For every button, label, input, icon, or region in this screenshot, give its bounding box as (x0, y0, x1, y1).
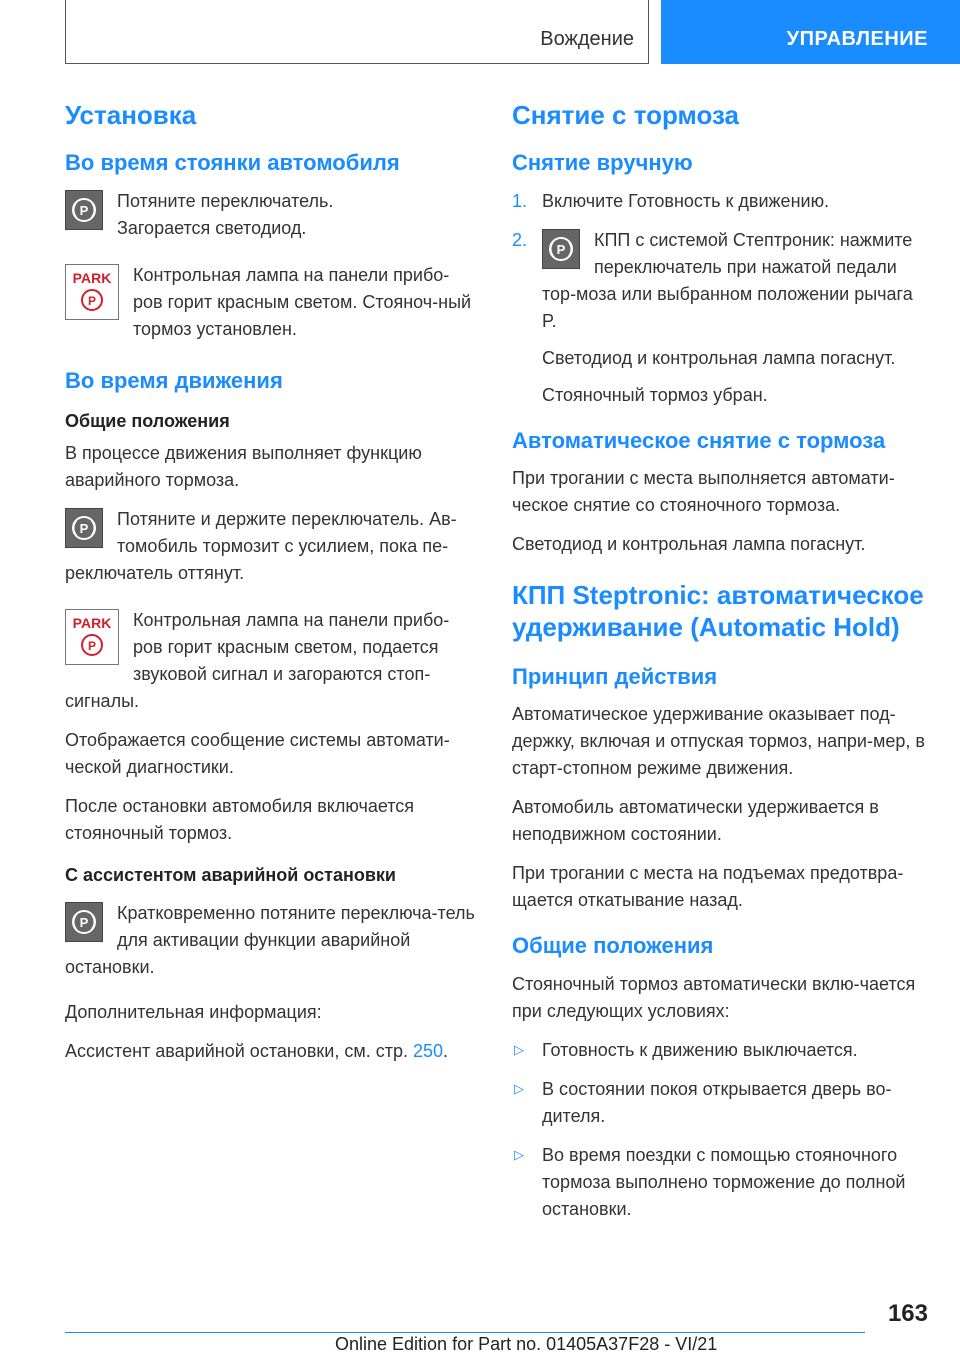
principle-p3: При трогании с места на подъемах предотвра-щается откатывание назад. (512, 863, 904, 911)
cross-reference-text: Ассистент аварийной остановки, см. стр. (65, 1041, 413, 1062)
list-item-text: В состоянии покоя открывается дверь во-дителя. (542, 1078, 892, 1126)
parking-brake-switch-icon (542, 229, 580, 269)
park-lamp-note-driving (65, 607, 475, 715)
step-2-extra-led: Светодиод и контрольная лампа погаснут. (542, 347, 896, 368)
cross-reference-dot: . (443, 1041, 449, 1062)
instruction-text: Потяните переключатель. (117, 190, 334, 211)
step-2-extra-released: Стояночный тормоз убран. (542, 384, 768, 405)
footer-divider (65, 1332, 865, 1333)
subsection-title-auto-release: Автоматическое снятие с тормоза (512, 427, 886, 453)
section-title-release: Снятие с тормоза (512, 100, 740, 130)
left-column (65, 100, 475, 1077)
step-1-number: 1. (512, 190, 528, 211)
step-2-instruction (542, 227, 930, 335)
step-1 (512, 188, 930, 215)
step-2 (512, 227, 930, 409)
parking-brake-switch-icon (65, 190, 103, 230)
svg-text:P: P (556, 241, 566, 257)
park-warning-icon (65, 264, 119, 320)
header-section-box (65, 0, 649, 64)
general-p1: Стояночный тормоз автоматически вклю-чается при следующих условиях: (512, 973, 916, 1021)
triangle-bullet-icon: ▷ (514, 1041, 524, 1057)
driving-intro: В процессе движения выполняет функцию аварийного тормоза. (65, 443, 422, 491)
page-number: 163 (887, 1300, 928, 1327)
park-lamp-text: Контрольная лампа на панели прибо-ров горит красным светом. Стояноч-ный тормоз установлен. (133, 264, 472, 339)
park-lamp-driving-text: Контрольная лампа на панели прибо-ров горит красным светом, подается звуковой сигнал и загораются стоп-сигналы. (65, 610, 450, 712)
subsection-title-manual: Снятие вручную (512, 150, 693, 176)
right-column (512, 100, 930, 1235)
instruction-pull-switch (65, 188, 475, 242)
parking-brake-switch-icon (65, 508, 103, 548)
triangle-bullet-icon: ▷ (514, 1146, 524, 1162)
svg-text:P: P (87, 293, 97, 308)
park-label: PARK (72, 615, 112, 632)
parking-brake-switch-icon (65, 902, 103, 942)
diagnosis-text: Отображается сообщение системы автомати-ческой диагностики. (65, 730, 450, 778)
step-2-number: 2. (512, 229, 528, 250)
subsection-title-general: Общие положения (512, 933, 714, 959)
park-warning-icon (65, 609, 119, 665)
section-title-setting: Установка (65, 100, 197, 130)
principle-p1: Автоматическое удерживание оказывает под-держку, включая и отпуская тормоз, напри-мер, в старт-стопном режиме движения. (512, 704, 925, 779)
step-2-text: КПП с системой Стептроник: нажмите переключатель при нажатой педали тор-моза или выбранном положении рычага P. (542, 229, 913, 331)
svg-text:P: P (87, 639, 97, 654)
section-title-automatic-hold: КПП Steptronic: автоматическое удерживание (Automatic Hold) (512, 580, 924, 642)
subsection-title-principle: Принцип действия (512, 663, 718, 689)
emergency-switch-text: Кратковременно потяните переключа-тель для активации функции аварийной остановки. (65, 903, 475, 978)
park-label: PARK (72, 269, 112, 286)
subsection-title-driving: Во время движения (65, 367, 283, 393)
list-item-text: Готовность к движению выключается. (542, 1039, 858, 1060)
header-section-title: Вождение (540, 28, 634, 50)
svg-text:P: P (79, 521, 89, 537)
header-chapter-tab[interactable] (661, 0, 960, 64)
triangle-bullet-icon: ▷ (514, 1080, 524, 1096)
sub-heading-emergency-assist: С ассистентом аварийной остановки (65, 865, 396, 886)
instruction-hold-switch (65, 506, 475, 587)
principle-p2: Автомобиль автоматически удерживается в неподвижном состоянии. (512, 797, 879, 845)
header-chapter-title: УПРАВЛЕНИЕ (786, 28, 928, 50)
hold-switch-text: Потяните и держите переключатель. Ав-томобиль тормозит с усилием, пока пе-реключатель оттянут. (65, 509, 457, 584)
after-stop-text: После остановки автомобиля включается стояночный тормоз. (65, 796, 415, 844)
footer-edition: Online Edition for Part no. 01405A37F28 - VI/21 (335, 1334, 718, 1354)
list-item (512, 1037, 930, 1064)
led-text: Загорается светодиод. (117, 217, 307, 238)
list-item-text: Во время поездки с помощью стояночного тормоза выполнено торможение до полной остановки. (542, 1144, 906, 1219)
sub-heading-general: Общие положения (65, 411, 230, 432)
auto-release-p1: При трогании с места выполняется автомати-ческое снятие со стояночного тормоза. (512, 468, 895, 516)
list-item (512, 1142, 930, 1223)
list-item (512, 1076, 930, 1130)
instruction-emergency-switch (65, 900, 475, 981)
step-1-text: Включите Готовность к движению. (542, 190, 830, 211)
park-lamp-note (65, 262, 475, 343)
subsection-title-parked: Во время стоянки автомобиля (65, 150, 400, 176)
svg-text:P: P (79, 202, 89, 218)
more-info-label: Дополнительная информация: (65, 1002, 322, 1023)
auto-release-p2: Светодиод и контрольная лампа погаснут. (512, 534, 866, 555)
page-link-250[interactable]: 250 (412, 1041, 443, 1062)
svg-text:P: P (79, 915, 89, 931)
cross-reference (65, 1038, 475, 1065)
